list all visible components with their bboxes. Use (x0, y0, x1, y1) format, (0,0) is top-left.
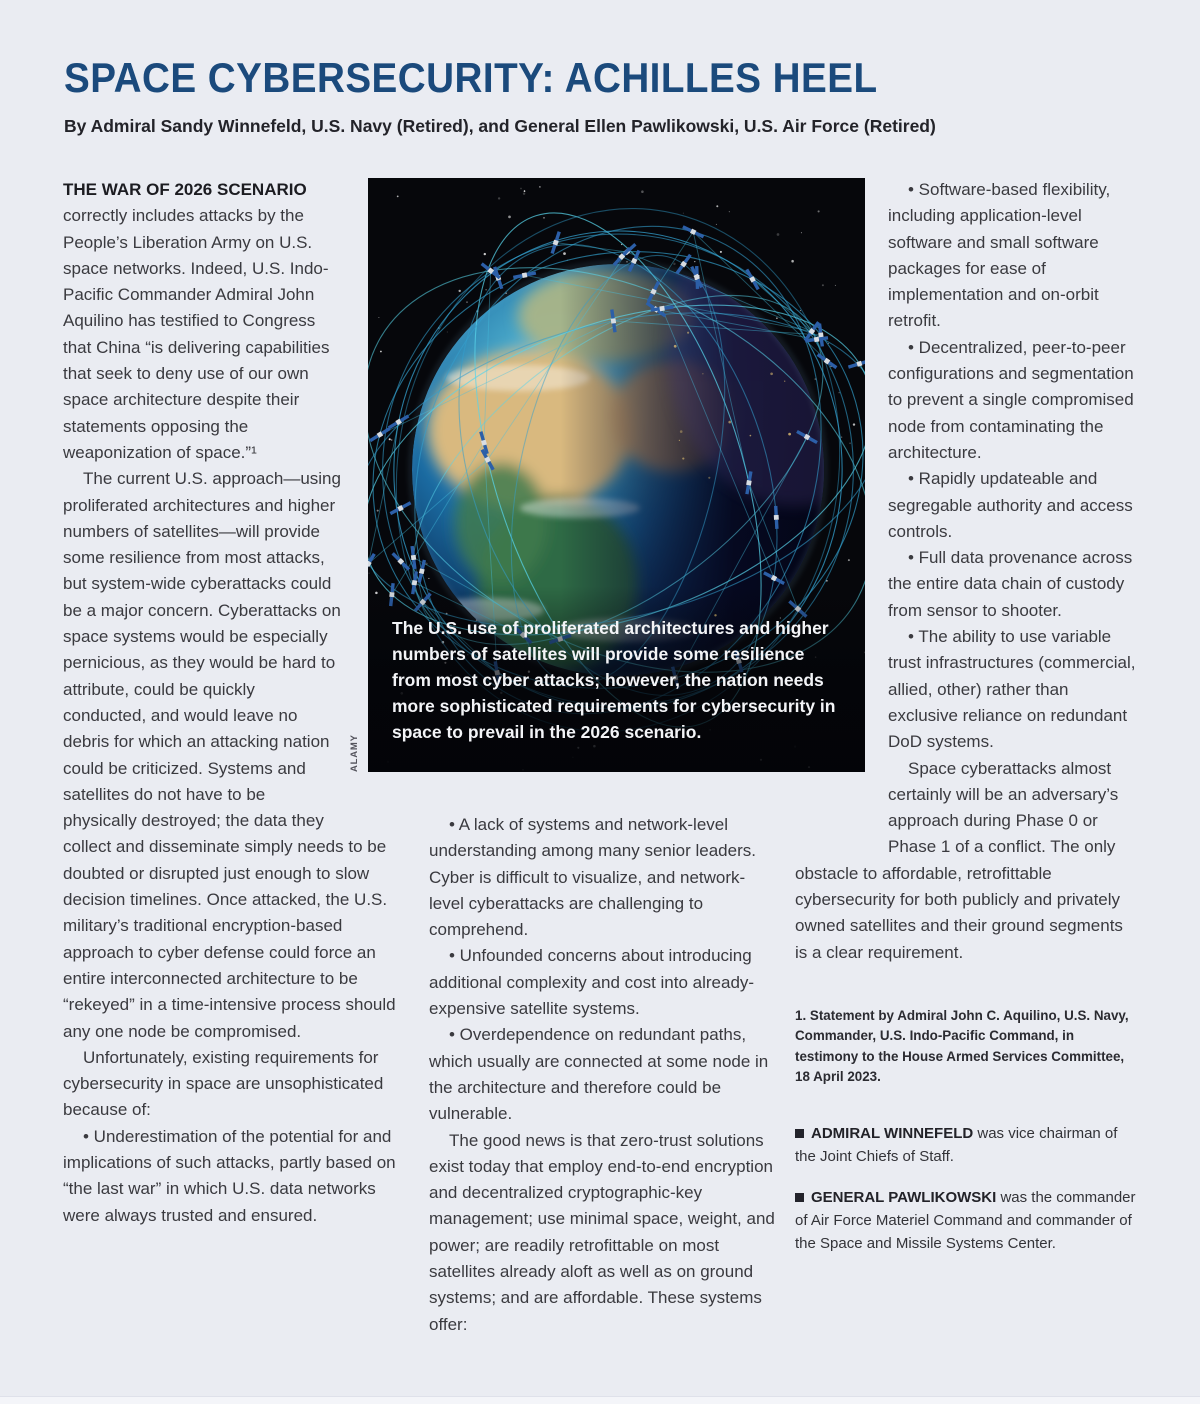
bio-winnefeld (795, 1122, 1136, 1168)
bio-winnefeld-text: was vice chairman of the Joint Chiefs of Staff. (795, 1124, 1118, 1165)
lead-in-text: THE WAR OF 2026 SCENARIO (63, 180, 307, 199)
paragraph-unfortunately: Unfortunately, existing requirements for cybersecurity in space are unsophisticated because of: (63, 1047, 384, 1120)
bullet-software-flexibility: • Software-based flexibility, including application-level software and small software packages for ease of implementation and on-orbit retrofit. (888, 180, 1111, 331)
bio-pawlikowski (795, 1186, 1136, 1255)
bio-pawlikowski-text: was the commander of Air Force Materiel Command and commander of the Space and Missile Systems Center. (795, 1188, 1136, 1252)
bullet-unfounded-concerns: • Unfounded concerns about introducing additional complexity and cost into already-expensive satellite systems. (429, 946, 755, 1019)
image-wrap-spacer-right (795, 177, 888, 849)
bullet-overdependence: • Overdependence on redundant paths, which usually are connected at some node in the architecture and therefore could be vulnerable. (429, 1025, 769, 1124)
bullet-lack-of-systems: • A lack of systems and network-level understanding among many senior leaders. Cyber is difficult to visualize, and network-level cyberattacks are challenging to comprehend. (429, 815, 756, 940)
bullet-variable-trust: • The ability to use variable trust infrastructures (commercial, allied, other) rather than exclusive reliance on redundant DoD systems. (888, 627, 1136, 752)
bullet-rapidly-updateable: • Rapidly updateable and segregable authority and access controls. (888, 469, 1133, 541)
bullet-underestimation: • Underestimation of the potential for and implications of such attacks, partly based on “the last war” in which U.S. data networks were always trusted and ensured. (63, 1126, 396, 1225)
right-column (795, 177, 1136, 1255)
paragraph-war-scenario-text: correctly includes attacks by the People’s Liberation Army on U.S. space networks. Indeed, U.S. Indo-Pacific Commander Admiral John Aquilino has testified to Congress that China “is delivering capabilities that seek to deny use of our own space architecture despite their statements opposing the weaponization of space.”¹ (63, 206, 330, 462)
photo-credit: ALAMY (349, 734, 360, 772)
middle-column (429, 812, 775, 1338)
byline: By Admiral Sandy Winnefeld, U.S. Navy (Retired), and General Ellen Pawlikowski, U.S. Air Force (Retired) (64, 116, 936, 136)
figure-satellite-network (368, 178, 865, 772)
left-column (63, 177, 400, 1229)
figure-caption: The U.S. use of proliferated architectures and higher numbers of satellites will provide some resilience from most cyber attacks; however, the nation needs more sophisticated requirements for cybersecurity in space to prevail in the 2026 scenario. (392, 618, 836, 742)
bullet-data-provenance: • Full data provenance across the entire data chain of custody from sensor to shooter. (888, 548, 1133, 620)
bullet-decentralized: • Decentralized, peer-to-peer configurations and segmentation to prevent a single compromised node from contaminating the architecture. (888, 337, 1134, 462)
page-bottom-edge (0, 1396, 1200, 1404)
bio-winnefeld-name: ADMIRAL WINNEFELD (811, 1124, 974, 1142)
paragraph-current-approach: The current U.S. approach—using proliferated architectures and higher numbers of satellites—will provide some resilience from most attacks, but system-wide cyberattacks could be a major concern. Cyberattacks on space systems would be especially pernicious, as they would be hard to attribute, could be quickly conducted, and would leave no debris for which an attacking nation could be criticized. Systems and satellites do not have to be physically destroyed; the data they collect and disseminate simply needs to be doubted or disrupted just enough to slow decision timelines. Once attacked, the U.S. military’s traditional encryption-based approach to cyber defense could force an entire interconnected architecture to be “rekeyed” in a time-intensive process should any one node be compromised. (63, 469, 396, 1041)
square-bullet-icon (795, 1193, 804, 1202)
paragraph-good-news: The good news is that zero-trust solutions exist today that employ end-to-end encryption and decentralized cryptographic-key management; use minimal space, weight, and power; are readily retrofittable on most satellites already aloft as well as on ground systems; and are affordable. These systems offer: (429, 1130, 775, 1334)
page-title: SPACE CYBERSECURITY: ACHILLES HEEL (64, 54, 878, 101)
paragraph-space-cyberattacks: Space cyberattacks almost certainly will be an adversary’s approach during Phase 0 or Phase 1 of a conflict. The only obstacle to affordable, retrofittable cybersecurity for both publicly and privately owned satellites and their ground segments is a clear requirement. (795, 758, 1123, 962)
square-bullet-icon (795, 1129, 804, 1138)
footnote: 1. Statement by Admiral John C. Aquilino, U.S. Navy, Commander, U.S. Indo-Pacific Command, in testimony to the House Armed Services Committee, 18 April 2023. (795, 1007, 1129, 1085)
bio-pawlikowski-name: GENERAL PAWLIKOWSKI (811, 1188, 997, 1206)
